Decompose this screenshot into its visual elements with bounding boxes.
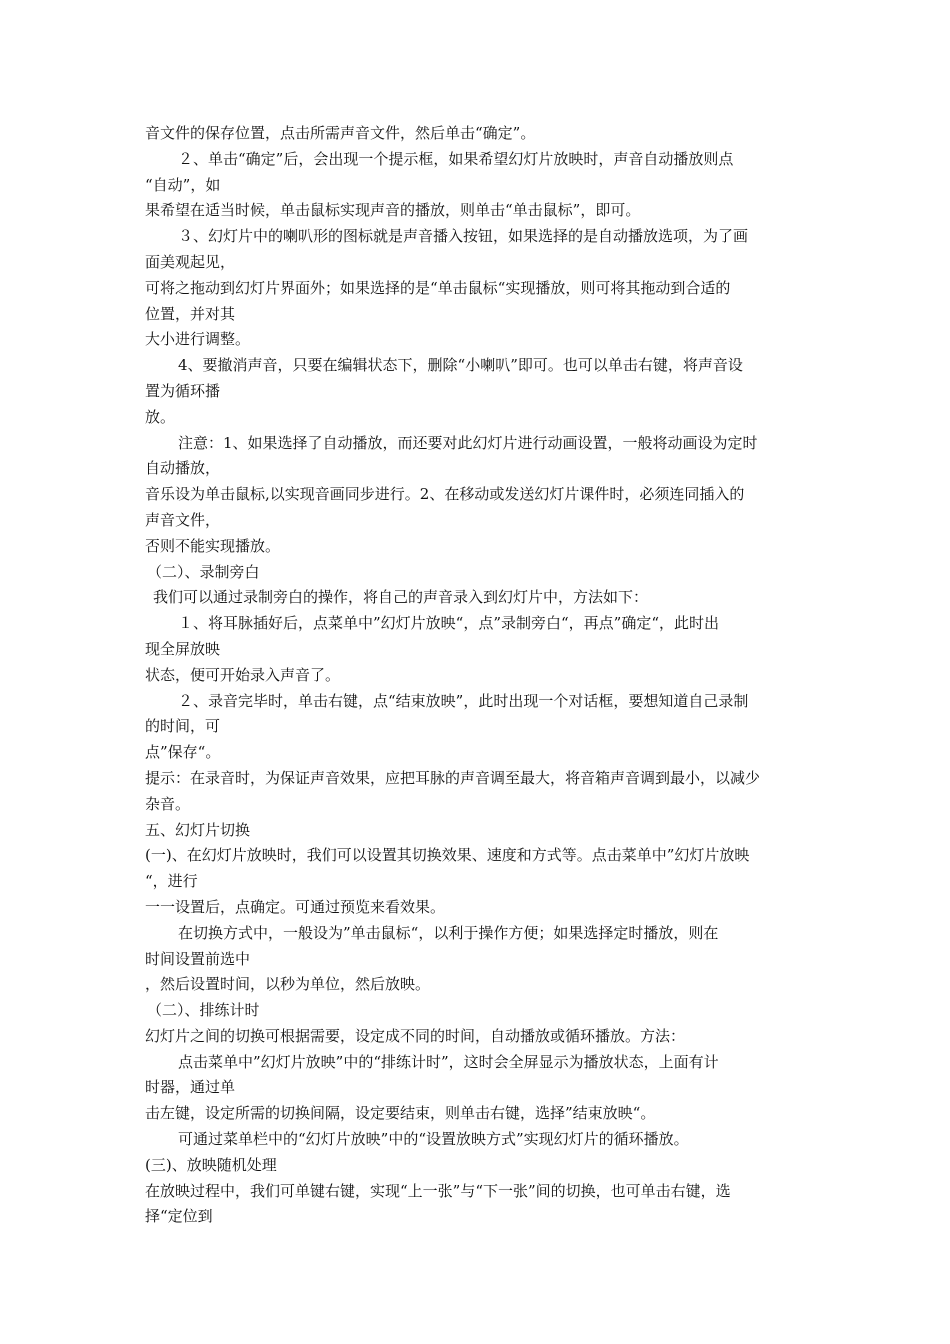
text-line: 可将之拖动到幻灯片界面外；如果选择的是“单击鼠标“实现播放，则可将其拖动到合适的 (145, 278, 731, 297)
text-line: 击左键，设定所需的切换间隔，设定要结束，则单击右键，选择”结束放映“。 (145, 1104, 656, 1123)
text-line: “，进行 (145, 872, 198, 891)
text-line: 杂音。 (145, 794, 191, 813)
section-heading: （二）、排练计时 (147, 1001, 260, 1020)
text-line: 现全屏放映 (145, 639, 221, 658)
text-line: ２、单击“确定”后，会出现一个提示框，如果希望幻灯片放映时，声音自动播放则点 (178, 149, 734, 168)
text-line: 注意：1、如果选择了自动播放，而还要对此幻灯片进行动画设置，一般将动画设为定时 (178, 433, 758, 452)
text-line: 声音文件， (145, 510, 221, 529)
text-line: ，然后设置时间，以秒为单位，然后放映。 (145, 975, 431, 994)
text-line: 幻灯片之间的切换可根据需要，设定成不同的时间，自动播放或循环播放。方法： (145, 1026, 686, 1045)
text-line: 面美观起见， (145, 252, 236, 271)
text-line: 点击菜单中”幻灯片放映”中的“排练计时”，这时会全屏显示为播放状态，上面有计 (178, 1052, 719, 1071)
text-line: 择“定位到 (145, 1207, 213, 1226)
text-line: 点”保存“。 (145, 743, 221, 762)
text-line: 大小进行调整。 (145, 330, 251, 349)
text-line: ２、录音完毕时，单击右键，点“结束放映”，此时出现一个对话框，要想知道自己录制 (178, 691, 749, 710)
text-line: “自动”，如 (145, 175, 221, 194)
text-line: 可通过菜单栏中的“幻灯片放映”中的“设置放映方式”实现幻灯片的循环播放。 (178, 1130, 689, 1149)
text-line: 放。 (145, 407, 176, 426)
document-page (145, 121, 813, 1230)
text-line: 一一设置后，点确定。可通过预览来看效果。 (145, 897, 446, 916)
text-line: ３、幻灯片中的喇叭形的图标就是声音播入按钮，如果选择的是自动播放选项，为了画 (178, 227, 749, 246)
text-line: 在切换方式中，一般设为”单击鼠标“，以利于操作方便；如果选择定时播放，则在 (178, 923, 719, 942)
text-line: 音乐设为单击鼠标,以实现音画同步进行。2、在移动或发送幻灯片课件时，必须连同插入的 (145, 485, 745, 504)
text-line: 音文件的保存位置，点击所需声音文件，然后单击“确定”。 (145, 124, 536, 142)
text-line: １、将耳脉插好后，点菜单中”幻灯片放映“，点”录制旁白“，再点”确定“，此时出 (178, 614, 720, 633)
section-heading: （二）、录制旁白 (147, 562, 260, 581)
text-line: 状态，便可开始录入声音了。 (145, 665, 341, 684)
text-line: 置为循环播 (145, 381, 221, 400)
section-heading: (三)、放映随机处理 (145, 1155, 277, 1174)
text-line: (一)、在幻灯片放映时，我们可以设置其切换效果、速度和方式等。点击菜单中”幻灯片放映 (145, 846, 750, 865)
text-line: 的时间，可 (145, 717, 221, 736)
text-line: 位置，并对其 (145, 304, 236, 323)
text-line: 时器，通过单 (145, 1078, 236, 1097)
text-line: 4、要撤消声音，只要在编辑状态下，删除“小喇叭”即可。也可以单击右键，将声音设 (178, 356, 743, 375)
text-line: 果希望在适当时候，单击鼠标实现声音的播放，则单击“单击鼠标”，即可。 (145, 201, 641, 220)
text-line: 否则不能实现播放。 (145, 536, 281, 555)
text-line: 在放映过程中，我们可单键右键，实现“上一张”与“下一张”间的切换，也可单击右键，选 (145, 1181, 731, 1200)
text-line: 我们可以通过录制旁白的操作，将自己的声音录入到幻灯片中，方法如下： (153, 588, 649, 607)
text-line: 提示：在录音时，为保证声音效果，应把耳脉的声音调至最大，将音箱声音调到最小，以减少 (145, 768, 761, 787)
text-line: 时间设置前选中 (145, 949, 251, 968)
section-heading: 五、幻灯片切换 (145, 820, 251, 839)
text-line: 自动播放， (145, 459, 221, 478)
